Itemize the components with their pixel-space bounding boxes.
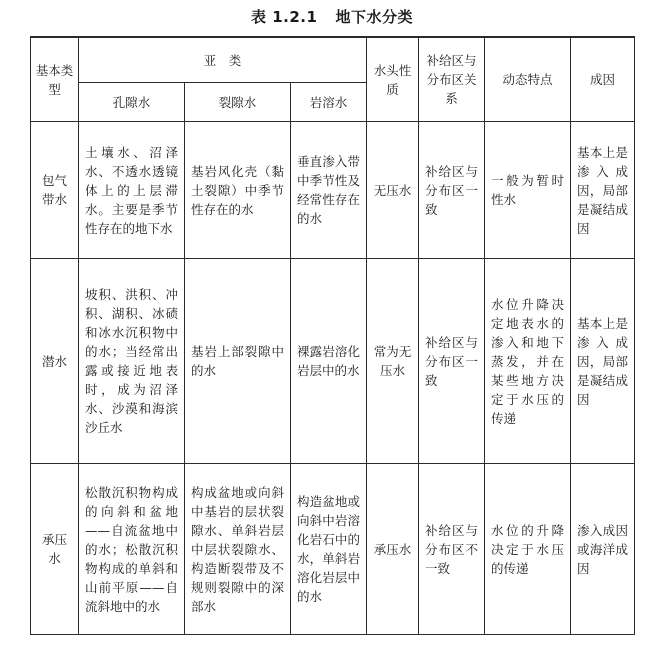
cell-origin: 基本上是渗入成因，局部是凝结成因 bbox=[571, 259, 635, 464]
cell-karst: 垂直渗入带中季节性及经常性存在的水 bbox=[291, 122, 367, 259]
cell-dynamic: 一般为暂时性水 bbox=[485, 122, 571, 259]
cell-recharge: 补给区与分布区一致 bbox=[419, 259, 485, 464]
cell-origin: 渗入成因或海洋成因 bbox=[571, 464, 635, 635]
cell-fissure: 构成盆地或向斜中基岩的层状裂隙水、单斜岩层中层状裂隙水、构造断裂带及不规则裂隙中的深部水 bbox=[185, 464, 291, 635]
header-pore-water: 孔隙水 bbox=[79, 83, 185, 122]
table-number: 表 1.2.1 bbox=[251, 8, 318, 26]
cell-dynamic: 水位的升降决定于水压的传递 bbox=[485, 464, 571, 635]
cell-head: 常为无压水 bbox=[367, 259, 419, 464]
cell-head: 无压水 bbox=[367, 122, 419, 259]
cell-karst: 构造盆地或向斜中岩溶化岩石中的水，单斜岩溶化岩层中的水 bbox=[291, 464, 367, 635]
cell-dynamic: 水位升降决定地表水的渗入和地下蒸发，并在某些地方决定于水压的传递 bbox=[485, 259, 571, 464]
row-type: 承压水 bbox=[31, 464, 79, 635]
header-origin: 成因 bbox=[571, 37, 635, 122]
cell-fissure: 基岩风化壳（黏土裂隙）中季节性存在的水 bbox=[185, 122, 291, 259]
cell-pore: 坡积、洪积、冲积、湖积、冰碛和冰水沉积物中的水；当经常出露或接近地表时，成为沼泽水、沙漠和海滨沙丘水 bbox=[79, 259, 185, 464]
table-title bbox=[0, 6, 664, 27]
cell-recharge: 补给区与分布区不一致 bbox=[419, 464, 485, 635]
cell-recharge: 补给区与分布区一致 bbox=[419, 122, 485, 259]
cell-karst: 裸露岩溶化岩层中的水 bbox=[291, 259, 367, 464]
row-type: 包气带水 bbox=[31, 122, 79, 259]
cell-fissure: 基岩上部裂隙中的水 bbox=[185, 259, 291, 464]
header-head-nature: 水头性质 bbox=[367, 37, 419, 122]
header-subtype: 亚 类 bbox=[79, 37, 367, 83]
row-type: 潜水 bbox=[31, 259, 79, 464]
header-dynamic: 动态特点 bbox=[485, 37, 571, 122]
table-row bbox=[31, 259, 635, 464]
table-row bbox=[31, 464, 635, 635]
header-karst-water: 岩溶水 bbox=[291, 83, 367, 122]
cell-pore: 土壤水、沼泽水、不透水透镜体上的上层滞水。主要是季节性存在的地下水 bbox=[79, 122, 185, 259]
table-title-text: 地下水分类 bbox=[335, 8, 413, 26]
cell-origin: 基本上是渗入成因，局部是凝结成因 bbox=[571, 122, 635, 259]
table-row bbox=[31, 122, 635, 259]
header-fissure-water: 裂隙水 bbox=[185, 83, 291, 122]
cell-pore: 松散沉积物构成的向斜和盆地——自流盆地中的水；松散沉积物构成的单斜和山前平原——自流斜地中的水 bbox=[79, 464, 185, 635]
header-recharge-relation: 补给区与分布区关系 bbox=[419, 37, 485, 122]
groundwater-classification-table bbox=[30, 36, 635, 635]
header-basic-type: 基本类型 bbox=[31, 37, 79, 122]
cell-head: 承压水 bbox=[367, 464, 419, 635]
